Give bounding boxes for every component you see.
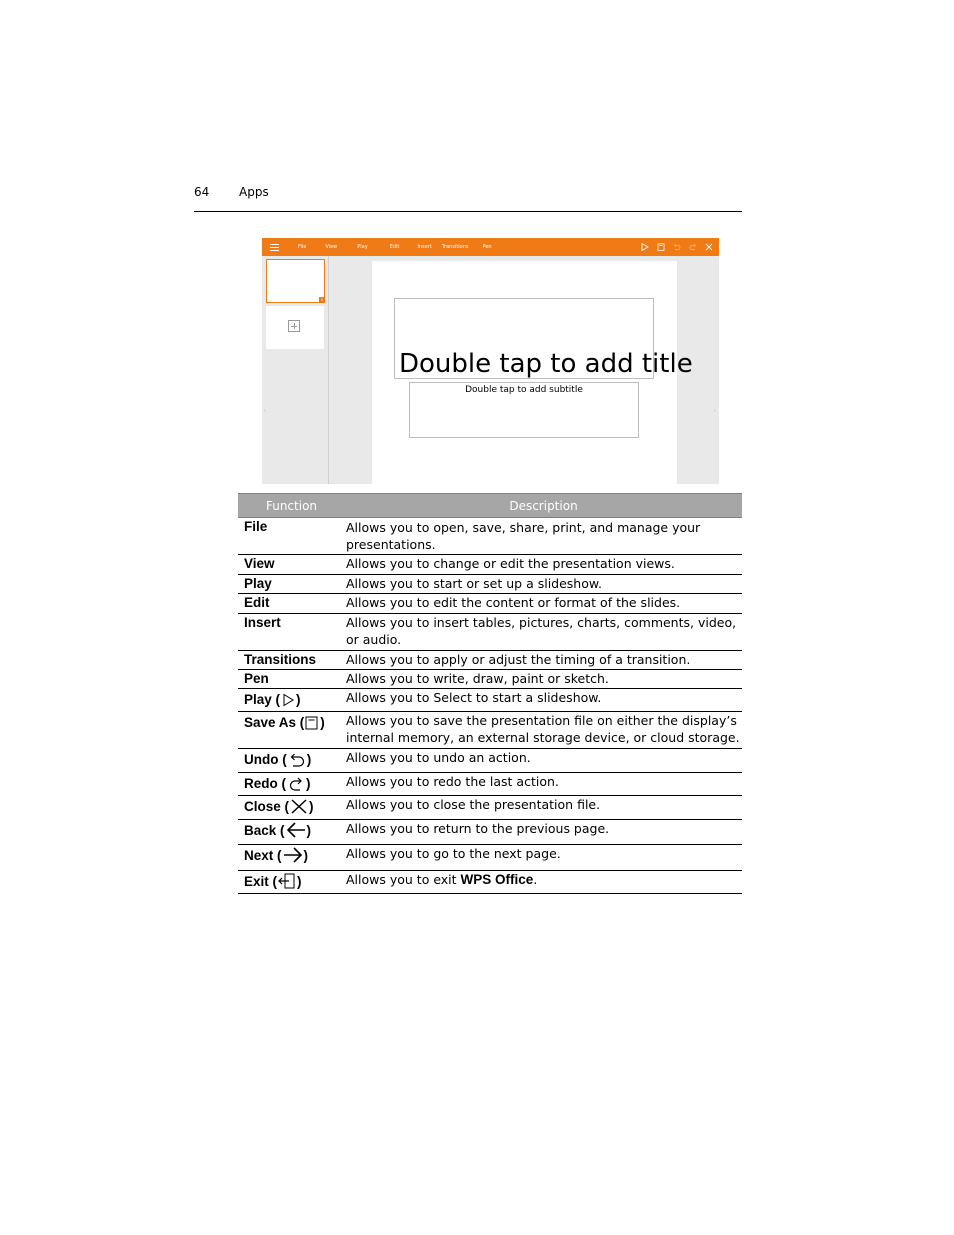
table-row	[238, 575, 742, 594]
function-cell: Close ( )	[238, 796, 345, 820]
function-cell: Back ( )	[238, 820, 345, 845]
collapse-right-icon[interactable]: ›	[714, 408, 716, 414]
slide-number-badge: 1	[320, 297, 324, 302]
title-placeholder-text: Double tap to add title	[399, 349, 693, 379]
plus-icon	[288, 320, 300, 332]
table-row	[238, 845, 742, 871]
table-header-row	[238, 494, 742, 518]
exit-icon	[277, 873, 297, 889]
function-cell: Save As ( )	[238, 712, 345, 749]
function-cell: View	[238, 555, 345, 575]
toolbar-menu	[292, 238, 492, 256]
table-row	[238, 871, 742, 894]
add-slide-button[interactable]	[266, 306, 324, 349]
table-row	[238, 518, 742, 555]
toolbar-file[interactable]: File	[298, 244, 307, 250]
table-row	[238, 749, 742, 773]
description-cell: Allows you to edit the content or format of the slides.	[345, 594, 742, 614]
table-row	[238, 651, 742, 670]
collapse-left-icon[interactable]: ‹	[264, 408, 266, 414]
function-cell: Insert	[238, 614, 345, 651]
slide-canvas	[372, 261, 693, 484]
function-cell: Exit ( )	[238, 871, 345, 894]
description-cell: Allows you to exit WPS Office.	[345, 871, 742, 894]
save-icon	[304, 716, 320, 730]
function-cell: Play	[238, 575, 345, 594]
table-row	[238, 796, 742, 820]
table-row	[238, 689, 742, 712]
menu-icon[interactable]	[270, 242, 279, 252]
function-cell: Undo ( )	[238, 749, 345, 773]
toolbar-actions	[641, 240, 713, 254]
title-placeholder[interactable]	[394, 298, 693, 379]
redo-icon[interactable]	[689, 243, 697, 251]
section-title: Apps	[239, 185, 269, 199]
back-arrow-icon	[285, 822, 307, 838]
description-cell: Allows you to go to the next page.	[345, 845, 742, 871]
description-cell: Allows you to Select to start a slideshow.	[345, 689, 742, 712]
play-icon[interactable]	[641, 243, 649, 251]
toolbar-pen[interactable]: Pen	[482, 244, 492, 250]
wps-office-name: WPS Office	[460, 872, 534, 887]
description-cell: Allows you to change or edit the presentation views.	[345, 555, 742, 575]
subtitle-placeholder[interactable]	[409, 382, 639, 438]
function-cell: Edit	[238, 594, 345, 614]
next-arrow-icon	[282, 847, 304, 863]
description-cell: Allows you to insert tables, pictures, charts, comments, video, or audio.	[345, 614, 742, 651]
table-row	[238, 555, 742, 575]
undo-icon[interactable]	[673, 243, 681, 251]
function-cell: Transitions	[238, 651, 345, 670]
description-cell: Allows you to close the presentation file.	[345, 796, 742, 820]
function-cell: File	[238, 518, 345, 555]
function-cell: Next ( )	[238, 845, 345, 871]
description-cell: Allows you to redo the last action.	[345, 773, 742, 796]
close-icon[interactable]	[705, 243, 713, 251]
save-icon[interactable]	[657, 243, 665, 251]
description-cell: Allows you to save the presentation file on either the display’s internal memory, an external storage device, or cloud storage.	[345, 712, 742, 749]
page-header	[194, 185, 742, 212]
description-cell: Allows you to write, draw, paint or sketch.	[345, 670, 742, 689]
description-cell: Allows you to open, save, share, print, and manage your presentations.	[345, 518, 742, 555]
subtitle-placeholder-text: Double tap to add subtitle	[465, 385, 583, 395]
table-row	[238, 773, 742, 796]
toolbar-play[interactable]: Play	[357, 244, 368, 250]
function-cell: Pen	[238, 670, 345, 689]
slide-thumbnail-panel	[262, 256, 329, 484]
table-row	[238, 594, 742, 614]
close-icon	[289, 799, 309, 814]
wps-presentation-screenshot	[262, 238, 719, 484]
table-row	[238, 670, 742, 689]
page-number: 64	[194, 185, 210, 199]
description-cell: Allows you to apply or adjust the timing of a transition.	[345, 651, 742, 670]
slide-thumbnail[interactable]	[266, 259, 325, 303]
description-cell: Allows you to return to the previous page.	[345, 820, 742, 845]
function-cell: Redo ( )	[238, 773, 345, 796]
description-cell: Allows you to undo an action.	[345, 749, 742, 773]
redo-icon	[286, 777, 306, 791]
function-cell: Play ( )	[238, 689, 345, 712]
table-row	[238, 820, 742, 845]
wps-toolbar	[262, 238, 719, 256]
toolbar-insert[interactable]: Insert	[417, 244, 432, 250]
table-row	[238, 614, 742, 651]
description-cell: Allows you to start or set up a slideshow.	[345, 575, 742, 594]
table-row	[238, 712, 742, 749]
toolbar-edit[interactable]: Edit	[389, 244, 400, 250]
toolbar-transitions[interactable]: Transitions	[441, 244, 469, 250]
function-table	[238, 493, 742, 894]
undo-icon	[287, 753, 307, 767]
play-icon	[280, 693, 296, 707]
header-description: Description	[345, 494, 742, 518]
header-function: Function	[238, 494, 345, 518]
toolbar-view[interactable]: View	[325, 244, 338, 250]
